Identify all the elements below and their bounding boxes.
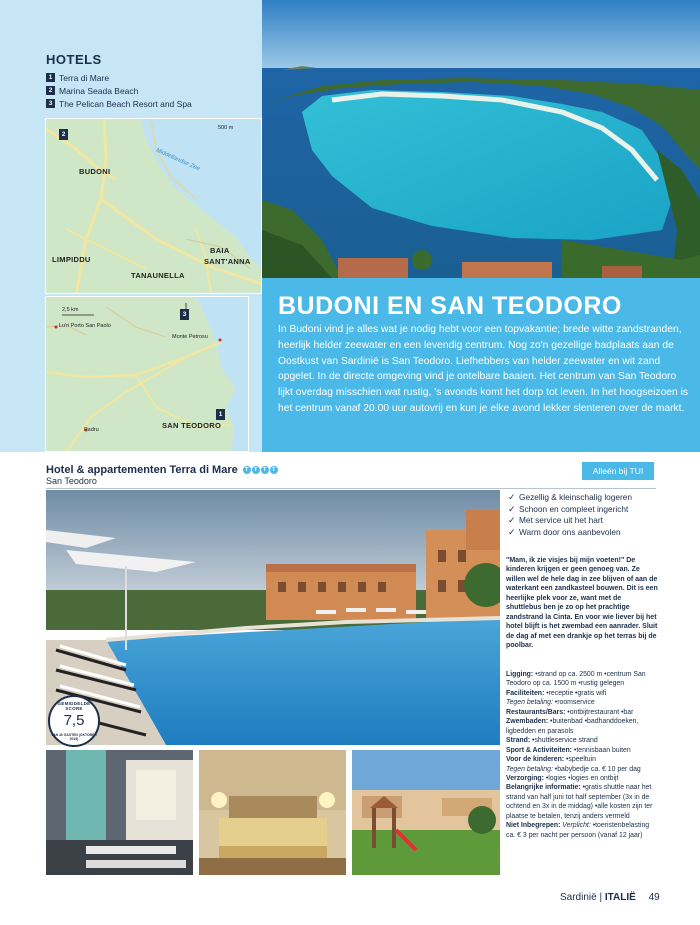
hotel-title [46, 464, 278, 476]
pool-photo-illustration [46, 490, 500, 745]
rating-star-icon: T [243, 466, 251, 474]
town-label-san-teodoro: SAN TEODORO [162, 421, 222, 430]
highlight-item [508, 515, 632, 527]
hotel-list-item [46, 84, 192, 97]
detail-label: Belangrijke informatie: [506, 784, 581, 792]
detail-verzorging [506, 774, 660, 783]
hotel-pool-photo [46, 490, 500, 745]
detail-strand [506, 736, 660, 745]
score-value: 7,5 [63, 712, 85, 729]
guest-score-badge [48, 695, 100, 747]
hero-coast-photo [262, 0, 700, 278]
spa-photo-illustration [46, 750, 193, 875]
detail-text: •shuttleservice strand [532, 737, 598, 745]
detail-text: •gratis shuttle naar het strand van half juni tot half september (3x in de ochtend en 3x in de middag) •alle kosten zijn ter plaatse te betalen, tenzij anders vermeld [506, 784, 653, 820]
coastline-photo-illustration [262, 0, 700, 278]
detail-label: Restaurants/Bars: [506, 708, 566, 716]
detail-faciliteiten [506, 689, 660, 698]
destination-title: BUDONI EN SAN TEODORO [278, 292, 622, 320]
detail-belangrijk [506, 783, 660, 821]
detail-italic-label: Tegen betaling: [506, 765, 553, 773]
map-marker-1: 1 [216, 409, 225, 420]
town-label-limpiddu: LIMPIDDU [52, 255, 91, 264]
hotel-number-badge: 2 [46, 86, 55, 95]
highlight-text: Schoon en compleet ingericht [519, 503, 629, 514]
hotels-heading: HOTELS [46, 52, 102, 67]
detail-text: •toeristenbelasting ca. € 3 per nacht per persoon (vanaf 12 jaar) [506, 822, 650, 839]
place-label-porto-san-paolo: Lu'ri Porto San Paolo [59, 323, 111, 329]
map-scale: 500 m [218, 125, 234, 131]
hotels-list [46, 71, 192, 110]
hotel-details [506, 670, 660, 840]
detail-text: •speeltuin [566, 756, 596, 764]
hotel-rating-stars [242, 466, 278, 474]
rating-star-icon: T [252, 466, 260, 474]
checkmark-icon: ✓ [508, 515, 516, 526]
page-number: 49 [648, 892, 660, 903]
detail-label: Zwembaden: [506, 718, 549, 726]
hotel-list-name: Marina Seada Beach [59, 85, 139, 96]
detail-text: •receptie •gratis wifi [546, 689, 607, 697]
bedroom-photo [199, 750, 346, 875]
detail-sport [506, 746, 660, 755]
hotel-list-name: The Pelican Beach Resort and Spa [59, 98, 192, 109]
hotel-number-badge: 1 [46, 73, 55, 82]
town-label-baia: BAIA [210, 246, 230, 255]
detail-text: •tennisbaan buiten [573, 746, 631, 754]
budoni-map [45, 118, 262, 294]
detail-label: Voor de kinderen: [506, 756, 565, 764]
detail-faciliteiten-paid [506, 698, 660, 707]
highlight-item [508, 492, 632, 504]
hotel-list-item [46, 97, 192, 110]
hotel-list-name: Terra di Mare [59, 72, 110, 83]
detail-text: •babybedje ca. € 10 per dag [554, 765, 641, 773]
detail-text: •buitenbad •badhanddoeken, ligbedden en parasols [506, 718, 639, 735]
highlight-text: Gezellig & kleinschalig logeren [519, 492, 632, 502]
highlight-text: Met service uit het hart [519, 515, 603, 526]
section-divider [46, 488, 656, 489]
san-teodoro-map [45, 296, 249, 452]
score-label-top: GEMIDDELDE SCORE [57, 701, 91, 711]
detail-kinderen [506, 755, 660, 764]
playground-photo [352, 750, 500, 875]
rating-star-icon: T [270, 466, 278, 474]
detail-text: •ontbijtrestaurant •bar [567, 708, 634, 716]
checkmark-icon: ✓ [508, 492, 516, 502]
detail-text: •roomservice [554, 699, 595, 707]
destination-description: In Budoni vind je alles wat je nodig hebt voor een topvakantie; brede witte zandstranden, heerlijk helder zeewater en een levendig centrum. Nog zo'n gezellige badplaats aan de Oostkust van Sardinië is San Teodoro. Liefhebbers van helder zeewater en wit zand opgelet. In de directe omgeving vind je ontelbare baaien. Het centrum van San Teodoro lijkt overdag misschien wat rustig, 's avonds komt het dorp tot leven. In het hoogseizoen is het centrum vanaf 20.00 uur autovrij en kun je elke avond lekker slenteren over de markt. [278, 324, 689, 414]
hotel-location: San Teodoro [46, 476, 97, 486]
highlight-item [508, 504, 632, 516]
detail-label: Verzorging: [506, 774, 544, 782]
sea-label: Middellandse Zee [154, 147, 201, 173]
score-label-bottom: VAN 40 GASTEN (OKTOBER 2016) [51, 733, 97, 741]
detail-kinderen-paid [506, 765, 660, 774]
detail-niet-inbegrepen [506, 821, 660, 840]
map-marker-3: 3 [180, 309, 189, 320]
map-marker-2: 2 [59, 129, 68, 140]
detail-label: Strand: [506, 737, 531, 745]
detail-label: Ligging: [506, 671, 534, 678]
hotel-list-item [46, 71, 192, 84]
highlight-item [508, 527, 632, 539]
hotel-quote: "Mam, ik zie visjes bij mijn voeten!" De kinderen krijgen er geen genoeg van. Ze willen wel de hele dag in zee blijven of aan de waterkant een zandkasteel bouwen. Dit is een heerlijke plek voor ze, want met de shuttlebus ben je zo op het prachtige zandstrand la Cinta. En voor wie liever bij het hotel blijft is het zwembad een aanrader. Sluit de dag af met een drankje op het terras bij de poolbar. [506, 557, 658, 650]
hotels-panel [0, 0, 262, 452]
town-label-santanna: SANT'ANNA [204, 257, 251, 266]
footer-separator: | [599, 892, 603, 903]
intro-panel [262, 278, 700, 452]
spa-photo [46, 750, 193, 875]
detail-text: •strand op ca. 2500 m •centrum San Teodoro op ca. 1500 m •rustig gelegen [506, 671, 646, 688]
hotel-number-badge: 3 [46, 99, 55, 108]
budoni-map-graphic [46, 119, 262, 294]
highlight-text: Warm door ons aanbevolen [519, 526, 621, 537]
rating-star-icon: T [261, 466, 269, 474]
detail-restaurants [506, 708, 660, 717]
page-footer [560, 892, 660, 903]
bedroom-photo-illustration [199, 750, 346, 875]
footer-region: Sardinië [560, 892, 597, 903]
detail-label: Faciliteiten: [506, 689, 545, 697]
place-label-padru: Padru [84, 427, 99, 433]
detail-text: •logies •logies en ontbijt [545, 774, 619, 782]
detail-ligging [506, 670, 660, 689]
detail-label: Niet Inbegrepen: [506, 822, 561, 830]
map-scale: 2,5 km [62, 307, 79, 313]
place-label-monte-petrosu: Monte Petrosu [172, 334, 208, 340]
exclusive-tui-badge: Alleén bij TUI [582, 462, 654, 480]
town-label-budoni: BUDONI [79, 167, 111, 176]
detail-italic-label: Tegen betaling: [506, 699, 553, 707]
playground-photo-illustration [352, 750, 500, 875]
checkmark-icon: ✓ [508, 526, 516, 537]
detail-label: Sport & Activiteiten: [506, 746, 572, 754]
checkmark-icon: ✓ [508, 503, 516, 514]
detail-italic-label: Verplicht: [562, 822, 591, 830]
footer-country: ITALIË [604, 892, 636, 903]
highlights-list [508, 492, 632, 538]
hotel-name: Hotel & appartementen Terra di Mare [46, 464, 238, 476]
detail-zwembaden [506, 717, 660, 736]
town-label-tanaunella: TANAUNELLA [131, 271, 185, 280]
